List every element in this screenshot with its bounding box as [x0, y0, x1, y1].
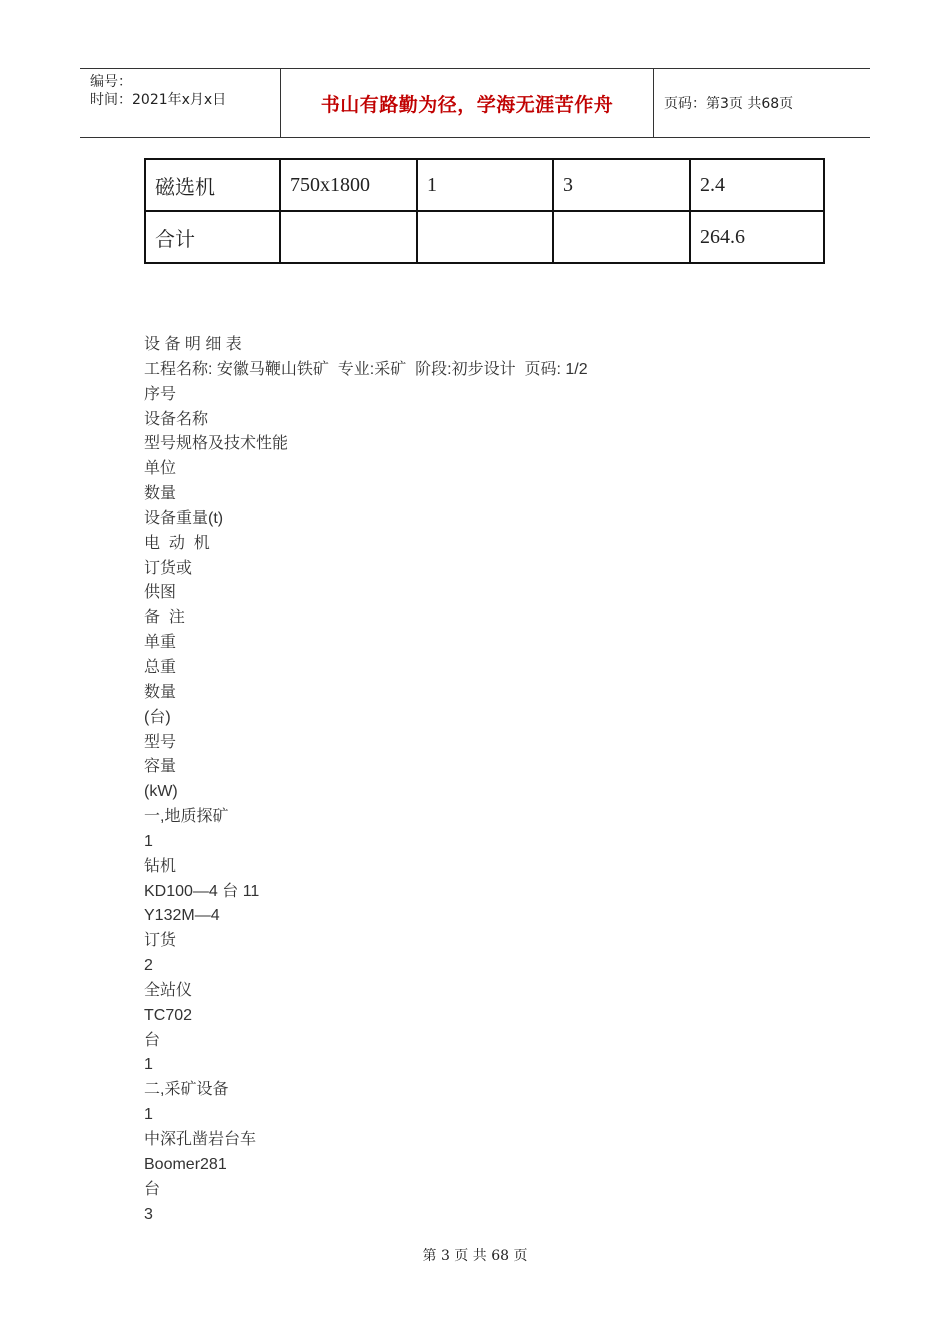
text-line: 供图	[144, 584, 177, 602]
text-line: 设备名称	[144, 410, 209, 428]
text-line: Boomer281	[144, 1155, 227, 1173]
text-line: 设 备 明 细 表	[144, 336, 242, 353]
text-line: (kW)	[144, 783, 178, 801]
footer-page-label: 第 3 页 共 68 页	[422, 1248, 528, 1264]
text-line: 中深孔凿岩台车	[144, 1131, 257, 1148]
text-line: 数量	[144, 485, 177, 503]
text-line: 型号	[144, 733, 177, 751]
table-cell: 2.4	[690, 159, 824, 211]
equipment-list-text	[144, 333, 844, 1227]
table-cell	[417, 211, 553, 263]
table-cell: 磁选机	[145, 159, 280, 211]
text-line: TC702	[144, 1006, 193, 1024]
table-cell: 750x1800	[280, 159, 417, 211]
header-motto-cell	[281, 69, 654, 137]
table-row	[145, 211, 824, 263]
text-line: 2	[144, 957, 153, 975]
document-time-label: 时间：2021年x月x日	[90, 92, 227, 108]
text-line: 二,采矿设备	[144, 1081, 229, 1099]
table-cell: 合计	[145, 211, 280, 263]
text-line: 台	[144, 1180, 161, 1198]
text-line: 单重	[144, 634, 177, 652]
text-line: 电 动 机	[144, 534, 210, 552]
text-line: 单位	[144, 460, 177, 478]
document-number-label: 编号：	[90, 74, 132, 90]
text-line: 工程名称: 安徽马鞭山铁矿 专业:采矿 阶段:初步设计 页码: 1/2	[144, 360, 588, 378]
page-header	[80, 68, 870, 138]
text-line: (台)	[144, 708, 171, 726]
header-page-cell	[654, 69, 870, 137]
text-line: 备 注	[144, 609, 185, 627]
header-motto: 书山有路勤为径，学海无涯苦作舟	[320, 93, 614, 116]
table-row	[145, 159, 824, 211]
page-footer	[0, 1245, 950, 1265]
header-meta-cell	[80, 69, 281, 137]
text-line: 订货	[144, 932, 177, 950]
text-line: 钻机	[144, 857, 177, 875]
text-line: 1	[144, 832, 153, 850]
text-line: 台	[144, 1031, 161, 1049]
table-cell	[553, 211, 690, 263]
text-line: 3	[144, 1205, 153, 1223]
table-cell: 3	[553, 159, 690, 211]
header-page-code: 页码：第3页 共68页	[664, 96, 794, 112]
text-line: 总重	[144, 658, 177, 676]
text-line: KD100—4 台 11	[144, 882, 260, 900]
text-line: Y132M—4	[144, 907, 220, 925]
text-line: 一,地质探矿	[144, 808, 229, 826]
text-line: 容量	[144, 758, 177, 776]
table-cell	[280, 211, 417, 263]
equipment-summary-table	[144, 158, 825, 264]
table-cell: 264.6	[690, 211, 824, 263]
text-line: 数量	[144, 683, 177, 701]
text-line: 设备重量(t)	[144, 509, 224, 527]
table-cell: 1	[417, 159, 553, 211]
text-line: 1	[144, 1056, 153, 1074]
text-line: 序号	[144, 385, 177, 403]
text-line: 全站仪	[144, 981, 193, 999]
text-line: 型号规格及技术性能	[144, 435, 289, 453]
text-line: 订货或	[144, 559, 193, 577]
text-line: 1	[144, 1106, 153, 1124]
